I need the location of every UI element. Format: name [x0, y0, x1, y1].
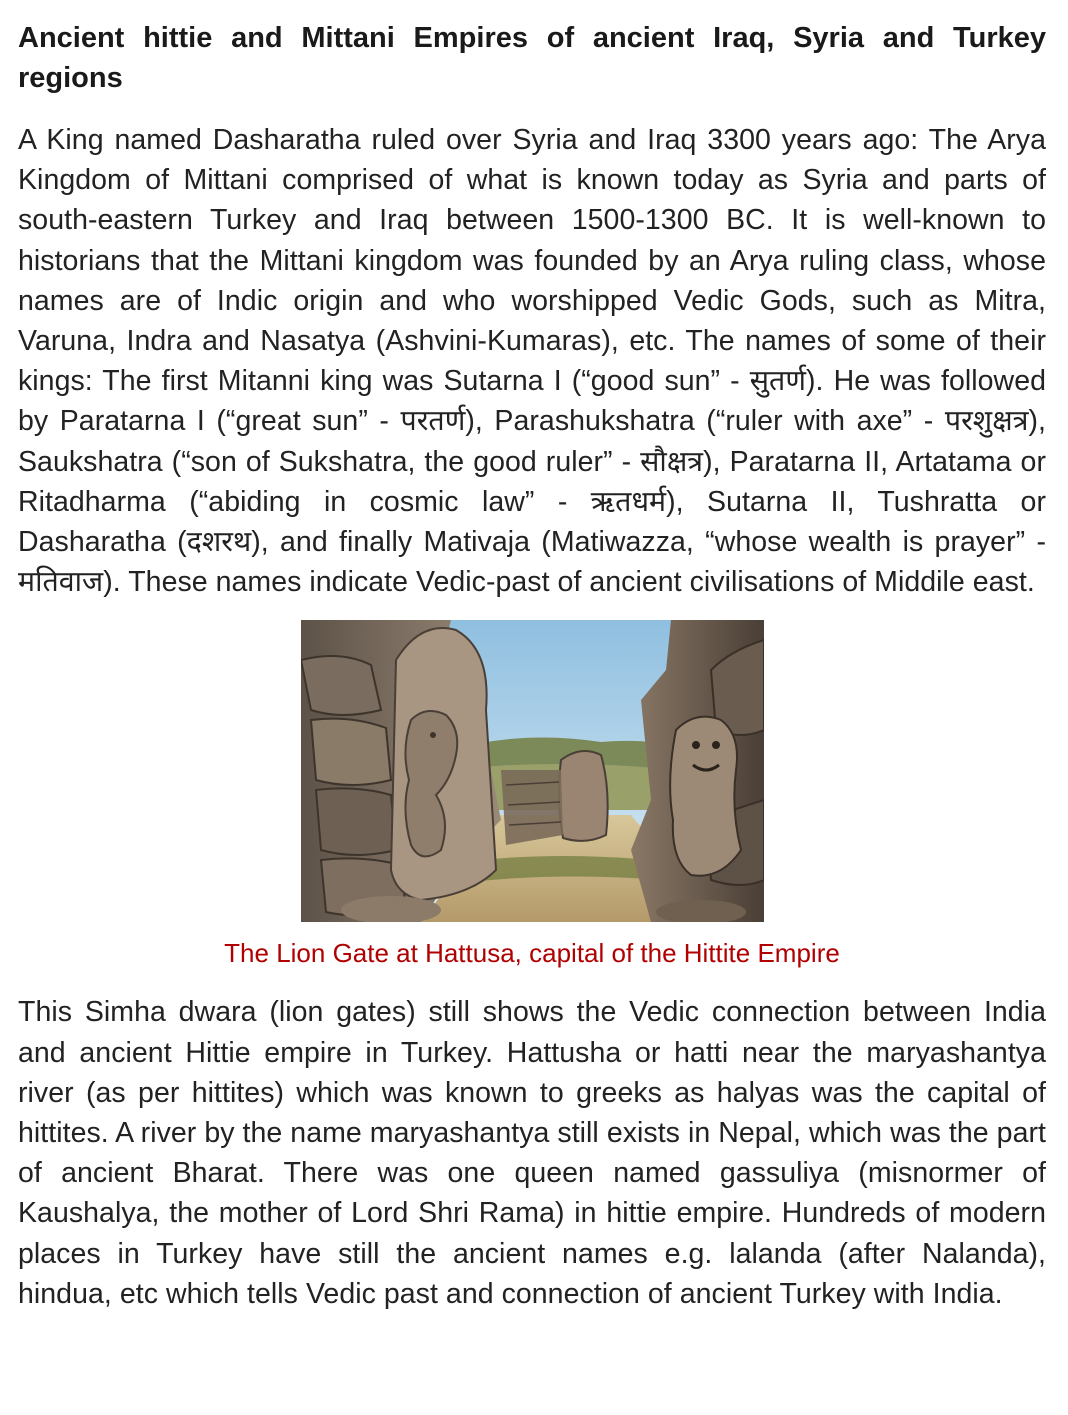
figure-lion-gate: [18, 620, 1046, 970]
lion-gate-photo: [301, 620, 764, 922]
figure-caption: The Lion Gate at Hattusa, capital of the Hittite Empire: [224, 938, 840, 969]
article: [18, 18, 1046, 1314]
paragraph-hittite: This Simha dwara (lion gates) still shows the Vedic connection between India and ancient Hittie empire in Turkey. Hattusha or hatti near the maryashantya river (as per hittites) which was known to greeks as halyas was the capital of hittites. A river by the name maryashantya still exists in Nepal, which was the part of ancient Bharat. There was one queen named gassuliya (misnormer of Kaushalya, the mother of Lord Shri Rama) in hittie empire. Hundreds of modern places in Turkey have still the ancient names e.g. lalanda (after Nalanda), hindua, etc which tells Vedic past and connection of ancient Turkey with India.: [18, 996, 1046, 1310]
paragraph-mittani: A King named Dasharatha ruled over Syria and Iraq 3300 years ago: The Arya Kingdom of Mittani comprised of what is known today as Syria and parts of south-eastern Turkey and Iraq between 1500-1300 BC. It is well-known to historians that the Mittani kingdom was founded by an Arya ruling class, whose names are of Indic origin and who worshipped Vedic Gods, such as Mitra, Varuna, Indra and Nasatya (Ashvini-Kumaras), etc. The names of some of their kings: The first Mitanni king was Sutarna I (“good sun” - सुतर्ण). He was followed by Paratarna I (“great sun” - परतर्ण), Parashukshatra (“ruler with axe” - परशुक्षत्र), Saukshatra (“son of Sukshatra, the good ruler” - सौक्षत्र), Paratarna II, Artatama or Ritadharma (“abiding in cosmic law” - ऋतधर्म), Sutarna II, Tushratta or Dasharatha (दशरथ), and finally Mativaja (Matiwazza, “whose wealth is prayer” - मतिवाज). These names indicate Vedic-past of ancient civilisations of Middile east.: [18, 124, 1046, 599]
article-title: Ancient hittie and Mittani Empires of ancient Iraq, Syria and Turkey regions: [18, 22, 1046, 94]
